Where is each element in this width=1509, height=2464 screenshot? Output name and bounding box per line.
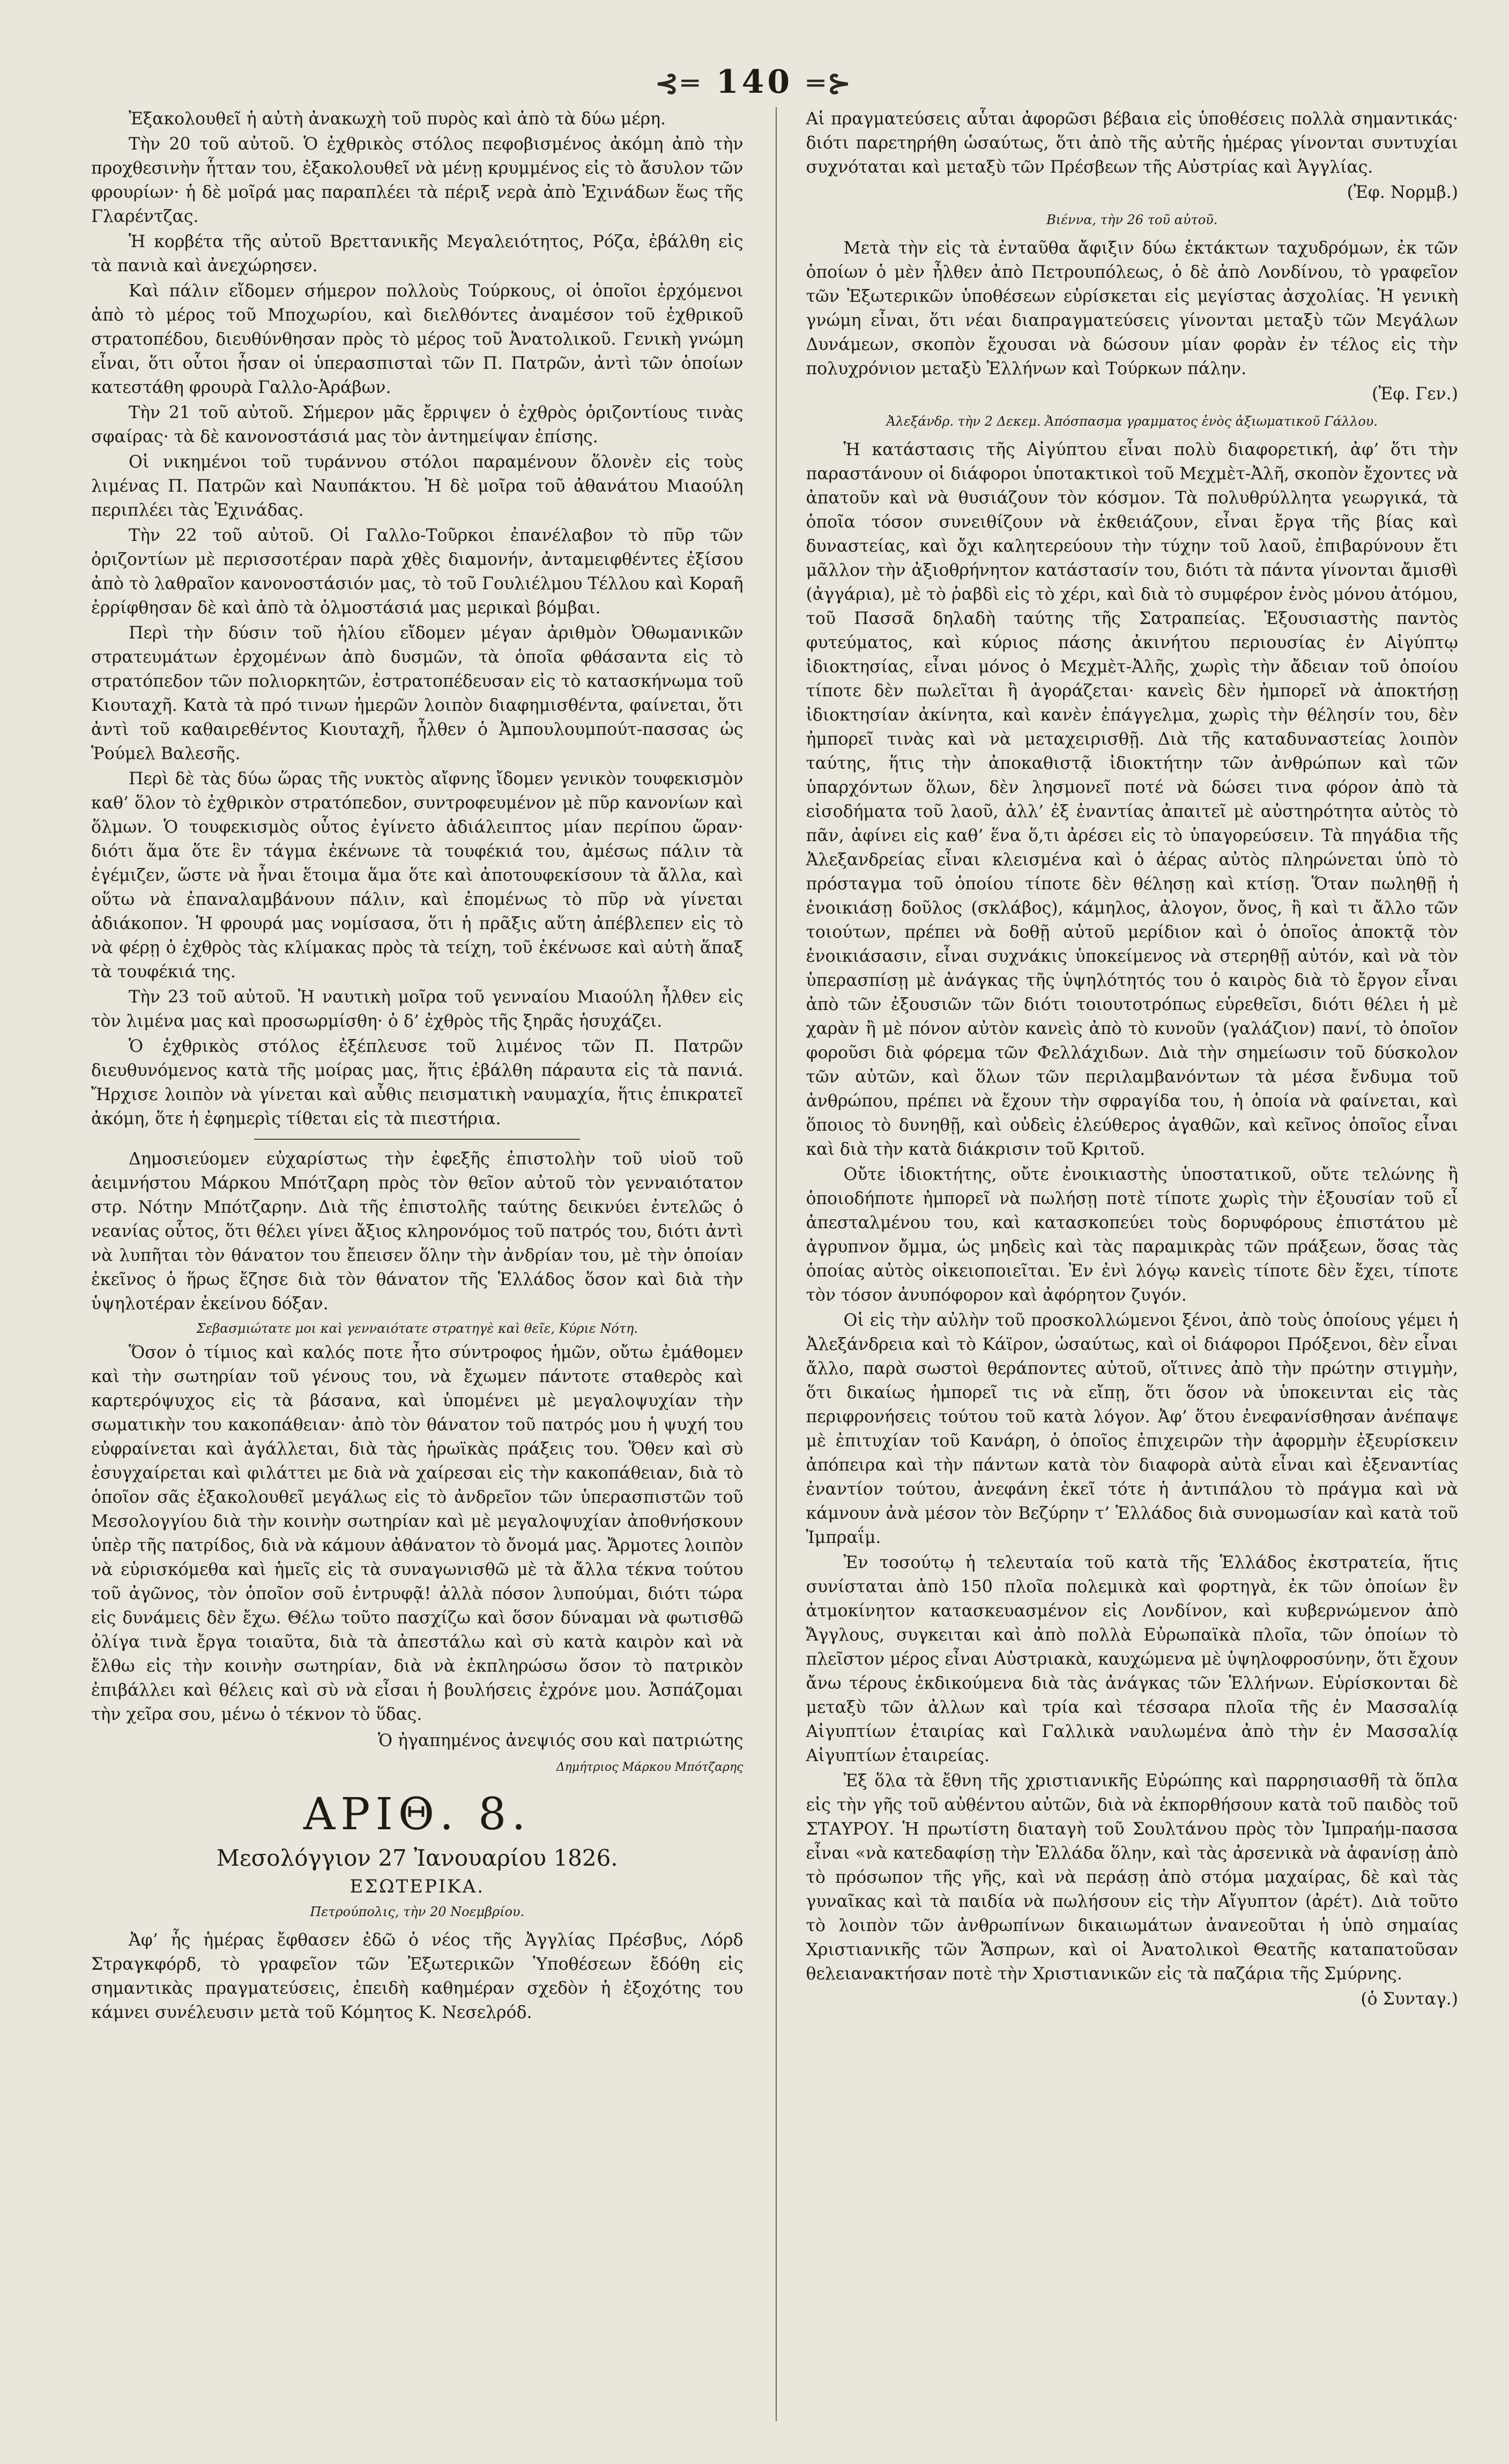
paragraph: Καὶ πάλιν εἴδομεν σήμερον πολλοὺς Τούρκους, οἱ ὁποῖοι ἐρχόμενοι ἀπὸ τὸ μέρος τοῦ Μποχωρίου, καὶ διελθόντες ἀναμέσον τοῦ ἐχθρικοῦ στρατοπέδου, διευθύνθησαν πρὸς τὸ μέρος τοῦ Ἀνατολικοῦ. Γενικὴ γνώμη εἶναι, ὅτι οὗτοι ἦσαν οἱ ὑπερασπισταὶ τῶν Π. Πατρῶν, ἀντὶ τῶν ὁποίων κατεστάθη φρουρὰ Γαλλο-Ἀράβων. (91, 281, 744, 397)
paragraph: Μετὰ τὴν εἰς τὰ ἐνταῦθα ἄφιξιν δύω ἐκτάκτων ταχυδρόμων, ἐκ τῶν ὁποίων ὁ μὲν ἦλθεν ἀπὸ Πετρουπόλεως, ὁ δὲ ἀπὸ Λονδίνου, τὸ γραφεῖον τῶν Ἐξωτερικῶν ὑποθέσεων εὑρίσκεται εἰς μεγίστας ἀσχολίας. Ἡ γενικὴ γνώμη εἶναι, ὅτι νέαι διαπραγματεύσεις γίνονται μεταξὺ τῶν Μεγάλων Δυνάμεων, σκοπὸν ἔχουσαι νὰ δώσουν μίαν φορὰν ἐν τέλος εἰς τὴν πολυχρόνιον μεταξὺ Ἑλλήνων καὶ Τούρκων πάλην. (806, 239, 1458, 378)
paragraph: Περὶ τὴν δύσιν τοῦ ἡλίου εἴδομεν μέγαν ἀριθμὸν Ὀθωμανικῶν στρατευμάτων ἐρχομένων ἀπὸ δυσμῶν, τὰ ὁποῖα φθάσαντα εἰς τὸ στρατόπεδον τῶν πολιορκητῶν, ἐστρατοπέδευσαν εἰς τὸ κατασκήνωμα τοῦ Κιουταχῆ. Κατὰ τὰ πρό τινων ἡμερῶν λοιπὸν διαφημισθέντα, φαίνεται, ὅτι ἀντὶ τοῦ καθαιρεθέντος Κιουταχῆ, ἦλθεν ὁ Ἀμπουλουμπούτ-πασσας ὡς Ῥούμελ Βαλεσῆς. (91, 624, 744, 763)
source-note: (Ἐφ. Νορμβ.) (1347, 183, 1458, 202)
paragraph: Αἱ πραγματεύσεις αὗται ἀφορῶσι βέβαια εἰς ὑποθέσεις πολλὰ σημαντικάς· διότι παρετηρήθη ὡσαύτως, ὅτι ἀπὸ τῆς αὐτῆς ἡμέρας γίνονται συντυχίαι συχνόταται καὶ μεταξὺ τῶν Πρέσβεων τῆς Αὐστρίας καὶ Ἀγγλίας. (806, 109, 1458, 177)
issue-dateline: Μεσολόγγιον 27 Ἰανουαρίου 1826. (216, 1845, 618, 1871)
paragraph: Οὔτε ἰδιοκτήτης, οὔτε ἐνοικιαστὴς ὑποστατικοῦ, οὔτε τελώνης ἢ ὁποιοδήποτε ἠμπορεῖ νὰ πωλήσῃ ποτὲ τίποτε χωρὶς τὴν ἐξουσίαν τοῦ εἶ ἀπεσταλμένου του, καὶ κατασκοπεύει τοὺς δορυφόρους ἐπιστάτου μὲ ἀγρυπνον ὄμμα, ὡς μηδεὶς καὶ τὰς παραμικρὰς τῶν πράξεων, ὅσας τὰς ὁποίας αὐτὸς οἰκειοποιεῖται. Ἐν ἐνὶ λόγῳ κανεὶς τίποτε δὲν ἔχει, τίποτε τὸν τόσον ἀνυπόφορον καὶ ἀφόρητον ζυγόν. (806, 1165, 1458, 1305)
sub-dateline: Πετρούπολις, τὴν 20 Νοεμβρίου. (310, 1904, 525, 1919)
letter-signature: Ὁ ἠγαπημένος ἀνεψιός σου καὶ πατριώτης (378, 1731, 744, 1750)
columns (91, 107, 1458, 2421)
issue-title: ΑΡΙΘ. 8. (303, 1789, 531, 1840)
closing-signature: (ὁ Συνταγ.) (1361, 1990, 1458, 2009)
paragraph: Τὴν 23 τοῦ αὐτοῦ. Ἡ ναυτικὴ μοῖρα τοῦ γενναίου Μιαούλη ἦλθεν εἰς τὸν λιμένα μας καὶ προσωρμίσθη· ὁ δ’ ἐχθρὸς τῆς ξηρᾶς ἡσυχάζει. (91, 988, 744, 1031)
left-ornament-icon: ⊰═ (655, 67, 702, 100)
paragraph: Τὴν 20 τοῦ αὐτοῦ. Ὁ ἐχθρικὸς στόλος πεφοβισμένος ἀκόμη ἀπὸ τὴν προχθεσινὴν ἧτταν του, ἐξακολουθεῖ νὰ μένῃ κρυμμένος εἰς τὸ ἄσυλον τῶν φρουρίων· ἡ δὲ μοῖρά μας παραπλέει τὰ πέριξ νερὰ ἀπὸ Ἐχινάδων ἕως τῆς Γλαρέντζας. (91, 135, 744, 226)
left-column (91, 107, 744, 2421)
paragraph: Ἐν τοσούτῳ ἡ τελευταία τοῦ κατὰ τῆς Ἑλλάδος ἐκστρατεία, ἥτις συνίσταται ἀπὸ 150 πλοῖα πολεμικὰ καὶ φορτηγὰ, ἐκ τῶν ὁποίων ἓν ἀτμοκίνητον κατασκευασμένον εἰς Λονδίνον, καὶ κυβερνώμενον ἀπὸ Ἄγγλους, συγκειται καὶ ἀπὸ πολλὰ Εὐρωπαϊκὰ πλοῖα, τῶν ὁποίων τὸ πλεῖστον μέρος εἶναι Αὐστριακὰ, καυχώμενα μὲ ὑψηλοφροσύνην, ὅτι ἔχουν ἄνω τέρους ἐκδικούμενα διὰ τὰς ἀνάγκας τῶν Ἑλλήνων. Εὑρίσκονται δὲ μεταξὺ τῶν ἀλλων καὶ τρία καὶ τέσσαρα πλοῖα τῆς ἐν Μασσαλίᾳ Αἰγυπτίων ἑταιρίας καὶ Γαλλικὰ ναυλωμένα ἀπὸ τὴν ἐν Μασσαλίᾳ Αἰγυπτίων ἑταιρείας. (806, 1553, 1458, 1765)
section-title: ΕΣΩΤΕΡΙΚΑ. (350, 1876, 485, 1897)
paragraph: Οἱ εἰς τὴν αὐλὴν τοῦ προσκολλώμενοι ξένοι, ἀπὸ τοὺς ὁποίους γέμει ἡ Ἀλεξάνδρεια καὶ τὸ Κάϊρον, ὡσαύτως, καὶ οἱ διάφοροι Πρόξενοι, δὲν εἶναι ἄλλο, παρὰ σωστοὶ θεράποντες αὐτοῦ, οἵτινες ἀπὸ τὴν πρώτην στιγμὴν, ὅτι δικαίως ἠμπορεῖ τις νὰ εἴπῃ, ὅτι ὅσον νὰ ὑποκεινται εἰς τὰς περιφρονήσεις τούτου τοῦ κατὰ λόγον. Ἀφ’ ὅτου ἐνεφανίσθησαν ἀνέπαψε μὲ ἐπιτυχίαν τοῦ Κανάρη, ὁ ὁποῖος ἐπιχειρῶν τὴν ἀφορμὴν ἐξευρίσκειν ἀπόπειρα καὶ τὴν πάντων κατὰ τὸν διαφορὰ αὐτὰ εἶναι καὶ ἐξεναντίας ἐναντίον τούτου, ἀνεφάνη ἐκεῖ τότε ἡ ἀντιπάλου τὸ πράγμα καὶ νὰ κάμνουν ἀνὰ μέσον τὸν Βεζύρην τ’ Ἑλλάδος διὰ συνομωσίαν καὶ κατὰ τοῦ Ἱμπραΐμ. (806, 1311, 1458, 1547)
letter-caption: Σεβασμιώτατε μοι καὶ γενναιότατε στρατηγὲ καὶ θεῖε, Κύριε Νότη. (196, 1321, 638, 1336)
paragraph: Περὶ δὲ τὰς δύω ὥρας τῆς νυκτὸς αἴφνης ἴδομεν γενικὸν τουφεκισμὸν καθ’ ὅλον τὸ ἐχθρικὸν στρατόπεδον, συντροφευμένον μὲ πῦρ κανονίων καὶ ὅλμων. Ὁ τουφεκισμὸς οὗτος ἐγίνετο ἀδιάλειπτος μίαν περίπου ὥραν· διότι ἅμα ὅτε ἓν τάγμα ἐκένωνε τὰ τουφέκιά του, ἀμέσως πάλιν τὰ ἐγέμιζεν, ὥστε νὰ ἦναι ἕτοιμα ἅμα ὅτε καὶ ἀποτουφεκίσουν τὰ ἄλλα, καὶ οὕτω νὰ ἐπαναλαμβάνουν πάλιν, καὶ ἐπομένως τὸ πῦρ νὰ γίνεται ἀδιάκοπον. Ἡ φρουρά μας νομίσασα, ὅτι ἡ πρᾶξις αὕτη ἀπέβλεπεν εἰς τὸ νὰ φέρῃ ὁ ἐχθρὸς τὰς κλίμακας πρὸς τὰ τείχη, τοῦ ἐκένωσε καὶ αὐτὴ ἅπαξ τὰ τουφέκιά της. (91, 769, 744, 982)
paragraph: Οἱ νικημένοι τοῦ τυράννου στόλοι παραμένουν ὅλονὲν εἰς τοὺς λιμένας Π. Πατρῶν καὶ Ναυπάκτου. Ἡ δὲ μοῖρα τοῦ ἀθανάτου Μιαούλη περιπλέει τὰς Ἐχινάδας. (91, 452, 744, 520)
paragraph: Τὴν 22 τοῦ αὐτοῦ. Οἱ Γαλλο-Τοῦρκοι ἐπανέλαβον τὸ πῦρ τῶν ὁριζοντίων μὲ περισσοτέραν παρὰ χθὲς διαμονήν, ἀνταμειφθέντες ἐξίσου ἀπὸ τὸ λαθραῖον κανονοστάσιόν μας, τὸ τοῦ Γουλιέλμου Τέλλου καὶ Κοραῆ ἐρρίφθησαν δὲ καὶ ἀπὸ τὰ ὁλμοστάσιά μας μερικαὶ βόμβαι. (91, 526, 744, 618)
paragraph: Ἀφ’ ἧς ἡμέρας ἔφθασεν ἐδῶ ὁ νέος τῆς Ἀγγλίας Πρέσβυς, Λόρδ Στραγκφόρδ, τὸ γραφεῖον τῶν Ἐξωτερικῶν Ὑποθέσεων ἔδόθη εἰς σημαντικὰς πραγματεύσεις, ἐπειδὴ καθημέραν σχεδὸν ἡ ἐξοχότης του κάμνει συνέλευσιν μετὰ τοῦ Κόμητος Κ. Νεσελρόδ. (91, 1931, 744, 2022)
paragraph: Ἐξ ὅλα τὰ ἔθνη τῆς χριστιανικῆς Εὐρώπης καὶ παρρησιασθῆ τὰ ὅπλα εἰς τὴν γῆς τοῦ αὐθέντου αὐτῶν, διὰ νὰ ἐκπορθήσουν κατὰ τοῦ παιδὸς τοῦ ΣΤΑΥΡΟΥ. Ἡ πρωτίστη διαταγὴ τοῦ Σουλτάνου πρὸς τὸν Ἰμπραήμ-πασσα εἶναι «νὰ κατεδαφίσῃ τὴν Ἑλλάδα ὅλην, καὶ τὰς ἀρσενικὰ νὰ ἀφανίσῃ ἀπὸ τὸ πρόσωπον τῆς γῆς, καὶ νὰ περάσῃ ἀπὸ στόμα μαχαίρας, δὲ καὶ τὰς γυναῖκας καὶ τὰ παιδία νὰ πωλήσουν εἰς τὴν Αἴγυπτον (ἀρέτ). Διὰ τοῦτο τὸ λοιπὸν τῶν ἀνθρωπίνων δικαιωμάτων ἀνανεοῦται ἡ ὑπὸ σημαίας Χριστιανικῆς τῶν Ἄσπρων, καὶ οἱ Ἀνατολικοὶ Θεατῆς καταπατοῦσαν θελειανακτήσαν ποτὲ τὴν Χριστιανικῶν εἰς τὰ παζάρια τῆς Σμύρνης. (806, 1771, 1458, 1984)
letter-body: Ὅσον ὁ τίμιος καὶ καλός ποτε ἦτο σύντροφος ἡμῶν, οὔτω ἐμάθομεν καὶ τὴν σωτηρίαν τοῦ γένους του, νὰ ἔχωμεν πάντοτε σταθερὸς καὶ καρτερόψυχος εἰς τὰ βάσανα, καὶ ὑπομένει μὲ μεγαλοψυχίαν τὴν σωματικὴν του κακοπάθειαν· ἀπὸ τὸν θάνατον τοῦ πατρός μου ἡ ψυχή του εὐφραίνεται καὶ ἀγάλλεται, διὰ τὰς ἡρωϊκὰς πράξεις του. Ὅθεν καὶ σὺ ἐσυγχαίρεται καὶ φιλάττει με διὰ νὰ χαίρεσαι εἰς τὴν κακοπάθειαν, διὰ τὸ ὁποῖον σᾶς ἐξακολουθεῖ μεγάλως εἰς τὸ ἀνδρεῖον τῶν ὑπερασπιστῶν τοῦ Μεσολογγίου διὰ τὴν κοινὴν σωτηρίαν καὶ μὲ μεγαλοψυχίαν ἀποθνήσκουν ὑπὲρ τῆς πατρίδος, διὰ νὰ κάμουν ἀθάνατον τὸ ὄνομά μας. Ἄρμοτες λοιπὸν νὰ εὑρισκόμεθα καὶ ἡμεῖς εἰς τὰ συναγωνισθῶ μὲ τὰ ἄλλα τέκνα τούτου τοῦ ἀγῶνος, τὸν ὁποῖον σοῦ ἐντρυφᾷ! ἀλλὰ πόσον λυπούμαι, διότι τώρα εἰς δυνάμεις δὲν ἔχω. Θέλω τοῦτο πασχίζω καὶ ὅσον δύναμαι νὰ φωτισθῶ ὀλίγα τινὰ ἔργα τοιαῦτα, διὰ τὰ ἀπεστάλω καὶ σὺ κατὰ καιρὸν καὶ νὰ ἔλθω εἰς τὴν κοινὴν σωτηρίαν, διὰ νὰ ἐκπληρώσω ὅσον τὸ πατρικὸν ἐπιβάλλει καὶ θέλεις καὶ σὺ νὰ εἶσαι ἡ βουλήσεις ἐχρόνε μου. Ἀσπάζομαι τὴν χεῖρα σου, μένω ὁ τέκνον τὸ ὕδας. (91, 1343, 744, 1724)
dateline: Βιέννα, τὴν 26 τοῦ αὐτοῦ. (1046, 212, 1218, 227)
paragraph: Ἡ κορβέτα τῆς αὐτοῦ Βρεττανικῆς Μεγαλειότητος, Ρόζα, ἐβάλθη εἰς τὰ πανιὰ καὶ ἀνεχώρησεν. (91, 232, 744, 276)
paragraph: Ἐξακολουθεῖ ἡ αὐτὴ ἀνακωχὴ τοῦ πυρὸς καὶ ἀπὸ τὰ δύω μέρη. (129, 109, 666, 129)
dateline: Ἀλεξάνδρ. τὴν 2 Δεκεμ. Ἀπόσπασμα γραμματος ἑνὸς ἀξιωματικοῦ Γάλλου. (886, 414, 1378, 429)
page-number: 140 (716, 63, 793, 101)
divider (254, 1139, 580, 1140)
source-note: (Ἐφ. Γεν.) (1372, 384, 1458, 404)
letter-intro: Δημοσιεύομεν εὐχαρίστως τὴν ἐφεξῆς ἐπιστολὴν τοῦ υἱοῦ τοῦ ἀειμνήστου Μάρκου Μπότζαρη πρὸς τὸν θεῖον αὐτοῦ τὸν γενναιότατον στρ. Νότην Μπότζαρην. Διὰ τῆς ἐπιστολῆς ταύτης δεικνύει ἐντελῶς ὁ νεανίας οὗτος, ὅτι θέλει γίνει ἄξιος κληρονόμος τοῦ πατρός του, διότι ἀντὶ νὰ λυπῆται τὸν θάνατον του ἔπεισεν ὅλην τὴν ἀνδρίαν του, μὲ τὴν ὁποίαν ἐκεῖνος ὁ ἥρως ἔζησε διὰ τὸν θάνατον τῆς Ἑλλάδος ὅσον καὶ διὰ τὴν ὑψηλοτέραν ἐκείνου δόξαν. (91, 1149, 744, 1313)
right-ornament-icon: ═⊱ (807, 67, 854, 100)
paragraph: Ἡ κατάστασις τῆς Αἰγύπτου εἶναι πολὺ διαφορετική, ἀφ’ ὅτι τὴν παραστάνουν οἱ διάφοροι ὑποτακτικοὶ τοῦ Μεχμὲτ-Ἀλῆ, σκοπὸν ἔχοντες νὰ ἀπατοῦν καὶ νὰ θυσιάζουν τὸν κόσμον. Τὰ πολυθρύλλητα γεωργικά, τὰ ὁποῖα τόσον συνειθίζουν νὰ ἐκθειάζουν, εἶναι ἔργα τῆς βίας καὶ δυναστείας, καὶ ὄχι καλητερεύουν τὴν τύχην τοῦ λαοῦ, ἐπιβαρύνουν ἔτι μᾶλλον τὴν ἀξιοθρήνητον κατάστασίν του, διότι τὰ πάντα γίνονται ἄμισθὶ (ἀγγάρια), μὲ τὸ ῥαβδὶ εἰς τὸ χέρι, καὶ διὰ τὸ συμφέρον ἑνὸς μόνου ἀτόμου, τοῦ Πασσᾶ δηλαδὴ ταύτης τῆς Σατραπείας. Ἐξουσιαστὴς παντὸς φυτεύματος, καὶ κύριος πάσης ἀκινήτου περιουσίας ἐν Αἰγύπτῳ ἰδιοκτησίας, εἶναι μόνος ὁ Μεχμὲτ-Ἀλῆς, χωρὶς τὴν ἄδειαν τοῦ ὁποίου τίποτε δὲν πωλεῖται ἢ ἀγοράζεται· κανεὶς δὲν ἠμπορεῖ νὰ ἀποκτήσῃ ἰδιοκτησίαν ἀκίνητα, καὶ κανὲν ἐπάγγελμα, χωρὶς τὴν θέλησίν του, δὲν ἠμπορεῖ τινὰς καὶ νὰ μεταχειρισθῇ. Διὰ τῆς καταδυναστείας λοιπὸν ταύτης, ἥτις τὴν ἀποκαθιστᾷ ἰδιοκτήτην τῶν ἀνθρώπων καὶ τῶν ὑπαρχόντων ὅλων, δὲν λησμονεῖ ποτέ νὰ δώσει τινα φόρον ἀπὸ τὰ εἰσοδήματα τοῦ λαοῦ, ἀλλ’ ἐξ ἐναντίας ἀπαιτεῖ μὲ αὐστηρότητα αὐτὸς τὸ πᾶν, ἀφίνει εἰς καθ’ ἕνα ὅ,τι ἀρέσει εἰς τὸ ὑπαγορεύσειν. Τὰ πηγάδια τῆς Ἀλεξανδρείας εἶναι κλεισμένα καὶ ὁ ἀέρας αὐτὸς πληρώνεται ὑπὸ τὸ πρόσταγμα τοῦ ὁποίου τίποτε δὲν θέλησῃ καὶ κτίσῃ. Ὅταν πωληθῇ ἡ ἐνοικιάσῃ δοῦλος (σκλάβος), κάμηλος, ἀλογον, ὄνος, ἢ καὶ τι ἄλλο τῶν τοιούτων, πρέπει νὰ δοθῇ αὐτοῦ μερίδιον καὶ ὁ ὁποῖος ἀποκτᾷ τὸν ἐνοικιάσασιν, εἶναι συχνάκις ὑποκείμενος νὰ στερηθῇ αὐτόν, καὶ νὰ τὸν ὑπερασπίσῃ μὲ ἀνάγκας τῆς ὑψηλότητός του ὁ καιρὸς διὰ τὸ ἔργον εἶναι ἀπὸ τῶν ἐξουσιῶν τῶν διότι τοιουτοτρόπως εὑρεθεῖσι, διότι θέλει ἡ μὲ χαρὰν ἢ μὲ πόνον αὐτὸν κανεὶς ἀπὸ τὸ κυνοῦν (γαλάζιον) πανί, τὸ ὁποῖον φοροῦσι διὰ φόρεμα τῶν Φελλάχιδων. Διὰ τὴν σημείωσιν τοῦ δύσκολον τῶν αὐτῶν, καὶ ὅλων τῶν περιλαμβανόντων τὰ μέσα ἔνδυμα τοῦ ἀνθρώπου, πρέπει νὰ ἔχουν τὴν σφραγίδα του, ἡ ὁποία νὰ φαίνεται, καὶ ὅποιος τὸ δυνηθῇ, καὶ οὐδεὶς ἐλεύθερος ἀγαθῶν, καὶ κεῖνος ὁποῖος εἶναι καὶ διὰ τὴν κατὰ διάκρισιν τοῦ Κριτοῦ. (806, 440, 1458, 1159)
right-column (776, 107, 1459, 2421)
letter-signature-name: Δημήτριος Μάρκου Μπότζαρης (556, 1761, 744, 1774)
paragraph: Τὴν 21 τοῦ αὐτοῦ. Σήμερον μᾶς ἔρριψεν ὁ ἐχθρὸς ὁριζοντίους τινὰς σφαίρας· τὰ δὲ κανονοστάσιά μας τὸν ἀντημείψαν ἐπίσης. (91, 403, 744, 447)
paragraph: Ὁ ἐχθρικὸς στόλος ἐξέπλευσε τοῦ λιμένος τῶν Π. Πατρῶν διευθυνόμενος κατὰ τῆς μοίρας μας, ἥτις ἐβάλθη πάραυτα εἰς τὰ πανιά. Ἤρχισε λοιπὸν νὰ γίνεται καὶ αὖθις πεισματικὴ ναυμαχία, ἥτις ἐπικρατεῖ ἀκόμη, ὅτε ἡ ἐφημερὶς τίθεται εἰς τὰ πιεστήρια. (91, 1037, 744, 1129)
page-header (0, 63, 1509, 101)
